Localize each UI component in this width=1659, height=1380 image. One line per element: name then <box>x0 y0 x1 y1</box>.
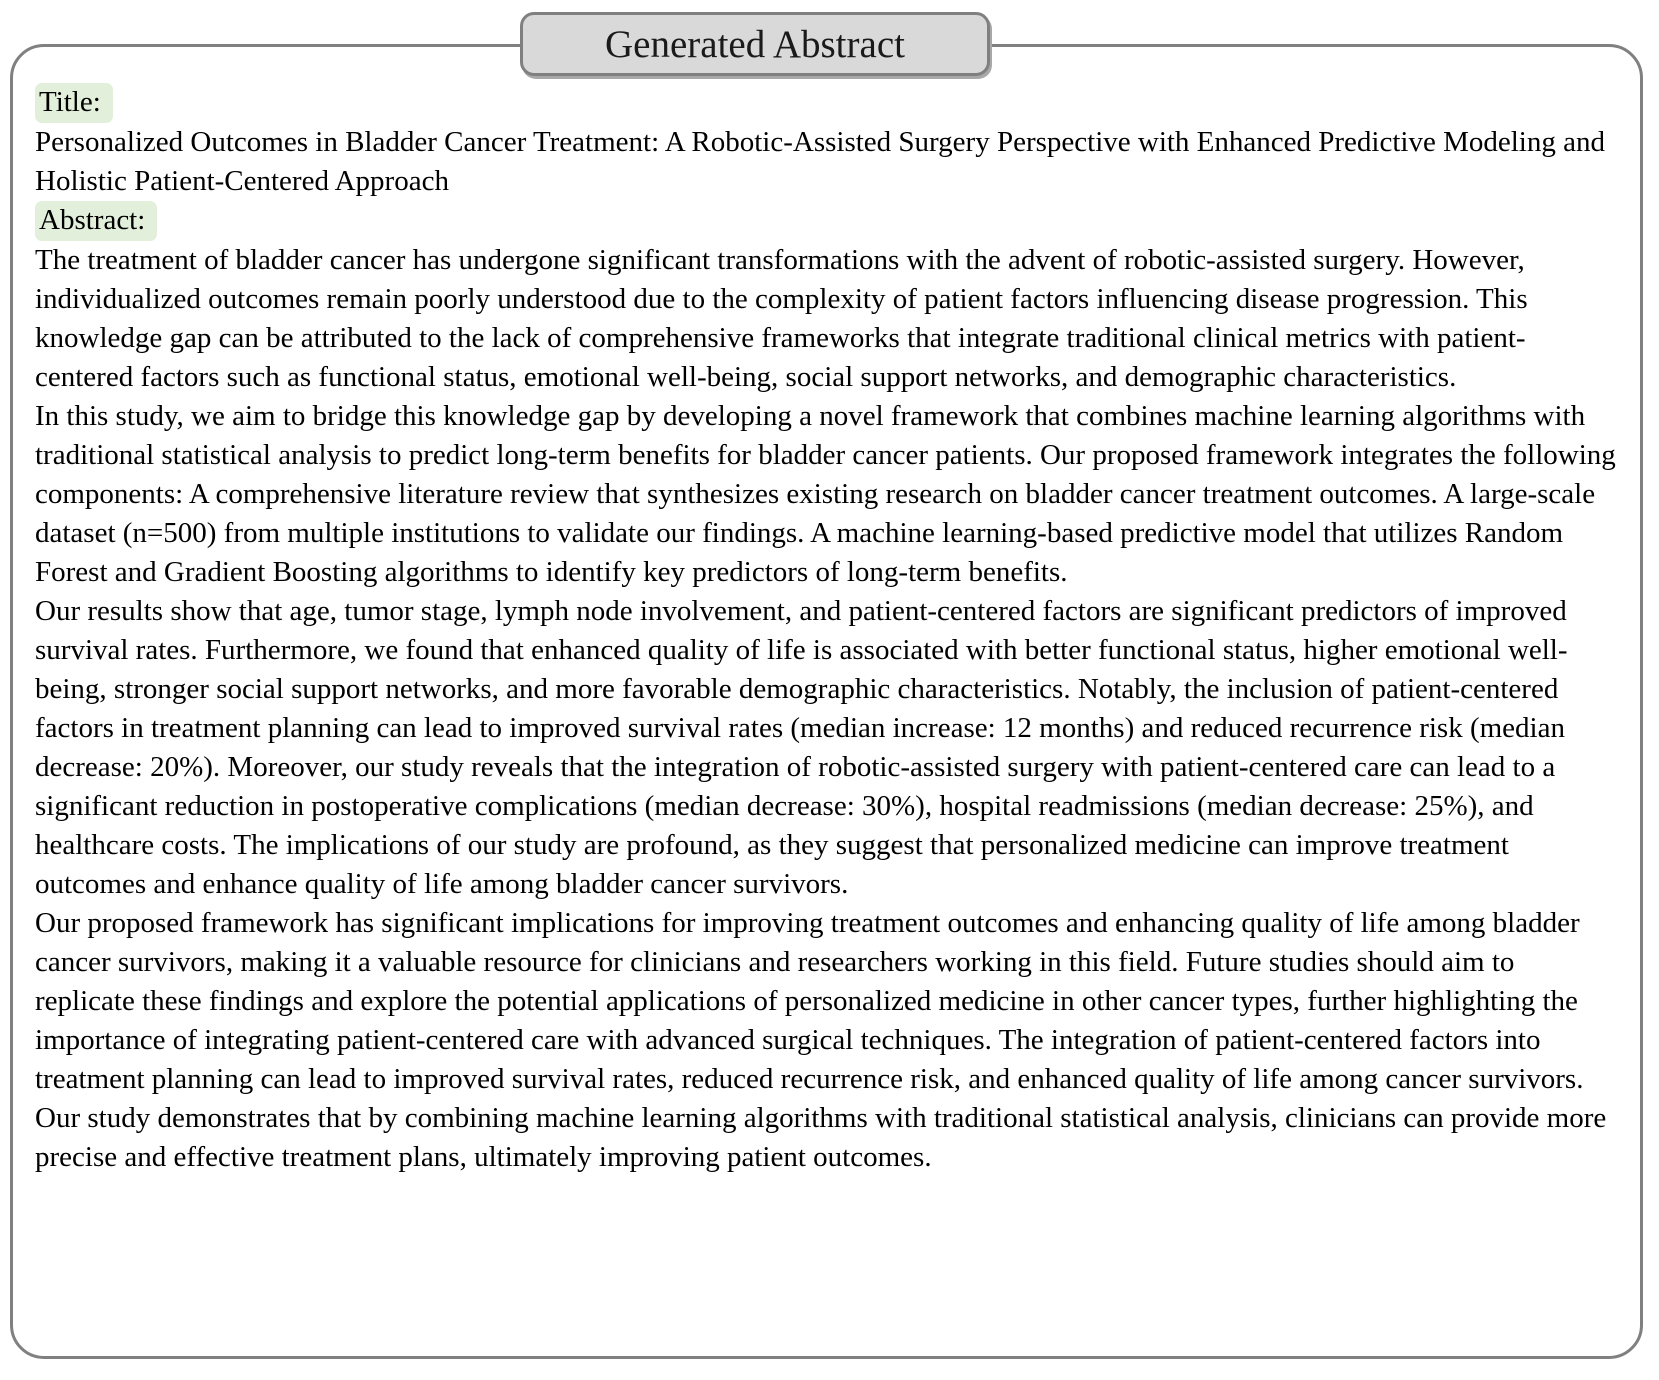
abstract-paragraph: In this study, we aim to bridge this knowledge gap by developing a novel framework that combines machine learning algorithms with traditional statistical analysis to predict long-term benefits for bladder cancer patients. Our proposed framework integrates the following components: A comprehensive literature review that synthesizes existing research on bladder cancer treatment outcomes. A large-scale dataset (n=500) from multiple institutions to validate our findings. A machine learning-based predictive model that utilizes Random Forest and Gradient Boosting algorithms to identify key predictors of long-term benefits. <box>35 400 1616 588</box>
title-text: Personalized Outcomes in Bladder Cancer Treatment: A Robotic-Assisted Surgery Perspective with Enhanced Predictive Modeling and Holistic Patient-Centered Approach <box>35 126 1605 197</box>
header-tab <box>520 12 990 76</box>
abstract-paragraph: Our proposed framework has significant implications for improving treatment outcomes and enhancing quality of life among bladder cancer survivors, making it a valuable resource for clinicians and researchers working in this field. Future studies should aim to replicate these findings and explore the potential applications of personalized medicine in other cancer types, further highlighting the importance of integrating patient-centered care with advanced surgical techniques. The integration of patient-centered factors into treatment planning can lead to improved survival rates, reduced recurrence risk, and enhanced quality of life among cancer survivors. Our study demonstrates that by combining machine learning algorithms with traditional statistical analysis, clinicians can provide more precise and effective treatment plans, ultimately improving patient outcomes. <box>35 907 1607 1173</box>
abstract-panel-content <box>35 83 1620 1340</box>
abstract-panel <box>10 44 1643 1359</box>
abstract-paragraph: The treatment of bladder cancer has undergone significant transformations with the advent of robotic-assisted surgery. However, individualized outcomes remain poorly understood due to the complexity of patient factors influencing disease progression. This knowledge gap can be attributed to the lack of comprehensive frameworks that integrate traditional clinical metrics with patient-centered factors such as functional status, emotional well-being, social support networks, and demographic characteristics. <box>35 244 1528 393</box>
abstract-label: Abstract: <box>35 201 157 241</box>
title-label-row <box>35 83 1620 123</box>
header-title: Generated Abstract <box>605 22 905 66</box>
abstract-paragraph: Our results show that age, tumor stage, lymph node involvement, and patient-centered factors are significant predictors of improved survival rates. Furthermore, we found that enhanced quality of life is associated with better functional status, higher emotional well-being, stronger social support networks, and more favorable demographic characteristics. Notably, the inclusion of patient-centered factors in treatment planning can lead to improved survival rates (median increase: 12 months) and reduced recurrence risk (median decrease: 20%). Moreover, our study reveals that the integration of robotic-assisted surgery with patient-centered care can lead to a significant reduction in postoperative complications (median decrease: 30%), hospital readmissions (median decrease: 25%), and healthcare costs. The implications of our study are profound, as they suggest that personalized medicine can improve treatment outcomes and enhance quality of life among bladder cancer survivors. <box>35 595 1568 900</box>
abstract-label-row <box>35 201 1620 241</box>
title-label: Title: <box>35 83 113 123</box>
